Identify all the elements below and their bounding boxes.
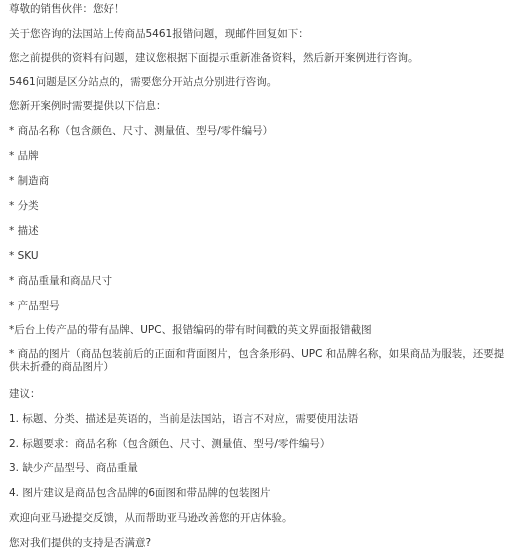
list-item: * 商品名称（包含颜色、尺寸、测量值、型号/零件编号）	[9, 125, 274, 137]
suggestion-heading: 建议：	[9, 388, 41, 400]
list-item: * 产品型号	[9, 300, 60, 312]
suggestion-item: 4. 图片建议是商品包含品牌的6面图和带品牌的包装图片	[9, 487, 271, 499]
closing-text: 欢迎向亚马逊提交反馈，从而帮助亚马逊改善您的开店体验。	[9, 512, 293, 524]
list-item: * 商品重量和商品尺寸	[9, 275, 113, 287]
suggestion-item: 1. 标题、分类、描述是英语的，当前是法国站，语言不对应，需要使用法语	[9, 413, 359, 425]
site-note-text: 5461问题是区分站点的，需要您分开站点分别进行咨询。	[9, 76, 278, 88]
issue-note-text: 您之前提供的资料有问题，建议您根据下面提示重新准备资料，然后新开案例进行咨询。	[9, 52, 419, 64]
list-item: * 描述	[9, 225, 39, 237]
suggestion-item: 2. 标题要求：商品名称（包含颜色、尺寸、测量值、型号/零件编号）	[9, 438, 331, 450]
list-item: * 制造商	[9, 175, 50, 187]
greeting-text: 尊敬的销售伙伴：您好！	[9, 3, 125, 15]
info-heading: 您新开案例时需要提供以下信息：	[9, 100, 167, 112]
list-item: * SKU	[9, 250, 39, 262]
list-item: * 品牌	[9, 150, 39, 162]
list-item: * 商品的图片（商品包装前后的正面和背面图片，包含条形码、UPC 和品牌名称，如果商品为服装，还要提供未折叠的商品图片）	[9, 348, 505, 373]
survey-question: 您对我们提供的支持是否满意?	[9, 537, 152, 549]
suggestion-item: 3. 缺少产品型号、商品重量	[9, 462, 138, 474]
intro-text: 关于您咨询的法国站上传商品5461报错问题，现邮件回复如下：	[9, 28, 309, 40]
list-item: * 分类	[9, 200, 39, 212]
list-item: *后台上传产品的带有品牌、UPC、报错编码的带有时间戳的英文界面报错截图	[9, 324, 372, 336]
